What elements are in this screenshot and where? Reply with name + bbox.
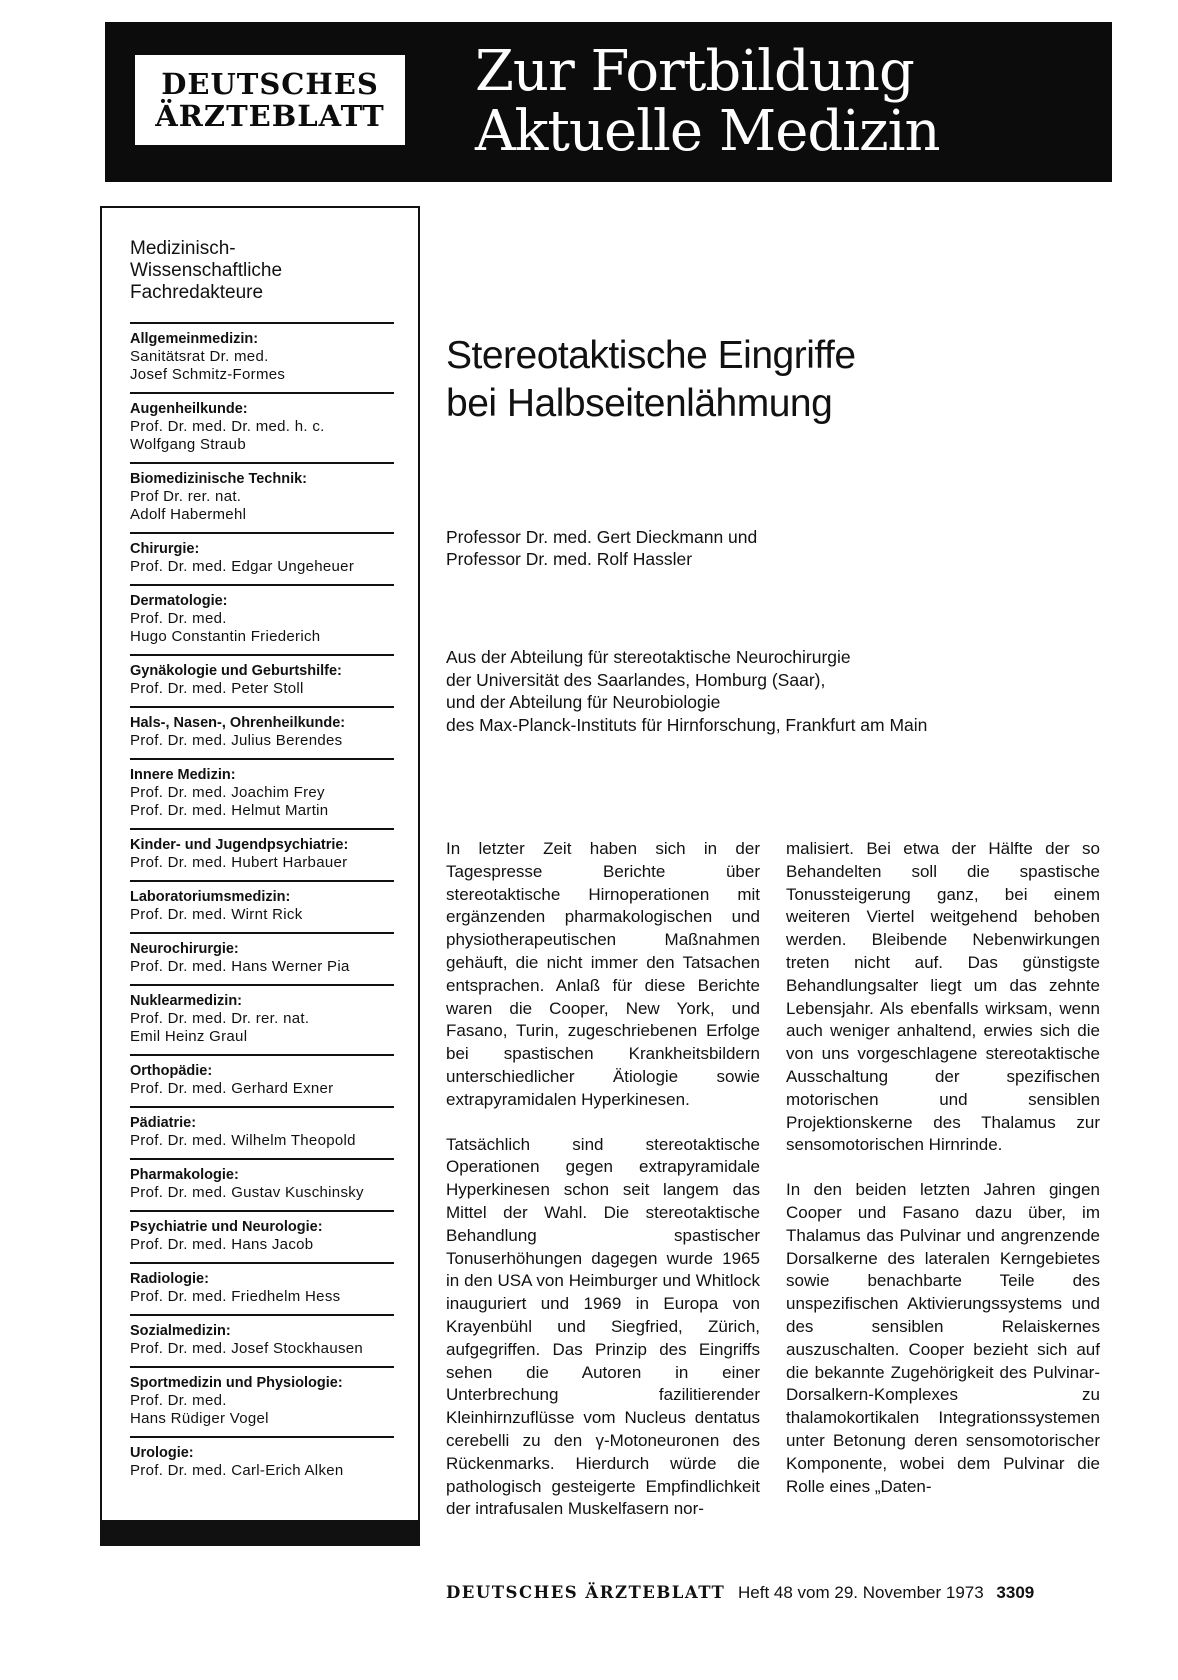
editor-name: Prof. Dr. med. Wirnt Rick bbox=[130, 906, 303, 923]
department-name: Gynäkologie und Geburtshilfe: bbox=[130, 663, 342, 679]
department-name: Laboratoriumsmedizin: bbox=[130, 889, 291, 905]
logo-line-1: DEUTSCHES bbox=[161, 67, 379, 101]
editor-entry bbox=[130, 1054, 394, 1106]
editor-name: Prof. Dr. med. Friedhelm Hess bbox=[130, 1288, 341, 1305]
department-name: Allgemeinmedizin: bbox=[130, 331, 259, 347]
department-name: Innere Medizin: bbox=[130, 767, 236, 783]
editor-name: Prof. Dr. med. bbox=[130, 1392, 227, 1409]
editor-entry bbox=[130, 1158, 394, 1210]
department-name: Psychiatrie und Neurologie: bbox=[130, 1219, 323, 1235]
editor-name: Prof. Dr. med. Hans Werner Pia bbox=[130, 958, 350, 975]
editor-name: Hans Rüdiger Vogel bbox=[130, 1410, 269, 1427]
author-line: Professor Dr. med. Gert Dieckmann und bbox=[446, 527, 758, 547]
editor-entry bbox=[130, 462, 394, 532]
body-column-right bbox=[786, 838, 1100, 1520]
page-footer bbox=[446, 1583, 1034, 1603]
body-paragraph: In letzter Zeit haben sich in der Tagespresse Berichte über stereotaktische Hirnoperationen mit ergänzenden pharmakologischen und physiotherapeutischen Maßnahmen gehäuft, die nicht immer den Tatsachen entsprachen. Anlaß für diese Berichte waren die Cooper, New York, und Fasano, Turin, zugeschriebenen Erfolge bei spastischen Krankheitsbildern unterschiedlicher Ätiologie sowie extrapyramidalen Hyperkinesen. bbox=[446, 839, 760, 1109]
editor-name: Prof. Dr. med. Dr. med. h. c. bbox=[130, 418, 325, 435]
editor-entry bbox=[130, 1436, 394, 1488]
editor-entry bbox=[130, 758, 394, 828]
editors-entries bbox=[130, 322, 394, 1488]
editor-entry bbox=[130, 1262, 394, 1314]
editor-name: Wolfgang Straub bbox=[130, 436, 246, 453]
article-title-line: bei Halbseitenlähmung bbox=[446, 382, 833, 425]
editor-name: Prof. Dr. med. Edgar Ungeheuer bbox=[130, 558, 355, 575]
article-title-line: Stereotaktische Eingriffe bbox=[446, 334, 856, 377]
department-name: Hals-, Nasen-, Ohrenheilkunde: bbox=[130, 715, 346, 731]
affiliation-line: des Max-Planck-Instituts für Hirnforschung, Frankfurt am Main bbox=[446, 714, 928, 735]
editor-entry bbox=[130, 984, 394, 1054]
department-name: Kinder- und Jugendpsychiatrie: bbox=[130, 837, 349, 853]
editors-heading-line: Wissenschaftliche bbox=[130, 260, 283, 281]
editors-heading-line: Fachredakteure bbox=[130, 282, 264, 303]
editors-heading-line: Medizinisch- bbox=[130, 238, 236, 259]
editor-name: Prof. Dr. med. Dr. rer. nat. bbox=[130, 1010, 310, 1027]
editors-sidebar bbox=[100, 206, 420, 1546]
affiliation-line: Aus der Abteilung für stereotaktische Neurochirurgie bbox=[446, 647, 851, 667]
editor-name: Prof. Dr. med. Gerhard Exner bbox=[130, 1080, 334, 1097]
editor-entry bbox=[130, 932, 394, 984]
body-paragraph: In den beiden letzten Jahren gingen Cooper und Fasano dazu über, im Thalamus das Pulvinar und angrenzende Dorsalkerne des lateralen Kerngebietes sowie benachbarte Teile des unspezifischen Aktivierungssystems und des sensiblen Relaiskernes auszuschalten. Cooper bezieht sich auf die bekannte Zugehörigkeit des Pulvinar-Dorsalkern-Komplexes zu thalamokortikalen Integrationssystemen unter Betonung deren sensomotorischer Komponente, wobei dem Pulvinar die Rolle eines „Daten- bbox=[786, 1180, 1100, 1496]
article-title bbox=[446, 332, 856, 428]
affiliation-line: und der Abteilung für Neurobiologie bbox=[446, 692, 721, 712]
affiliation-line: der Universität des Saarlandes, Homburg (Saar), bbox=[446, 669, 826, 690]
page-number: 3309 bbox=[996, 1583, 1035, 1602]
department-name: Nuklearmedizin: bbox=[130, 993, 242, 1009]
editor-name: Prof. Dr. med. Wilhelm Theopold bbox=[130, 1132, 356, 1149]
editor-name: Adolf Habermehl bbox=[130, 506, 247, 523]
editor-entry bbox=[130, 1210, 394, 1262]
section-title-line-2: Aktuelle Medizin bbox=[475, 99, 940, 164]
journal-logo bbox=[135, 55, 405, 145]
editor-name: Emil Heinz Graul bbox=[130, 1028, 248, 1045]
footer-issue: Heft 48 vom 29. November 1973 bbox=[738, 1583, 984, 1602]
editor-name: Prof. Dr. med. Joachim Frey bbox=[130, 784, 325, 801]
department-name: Sozialmedizin: bbox=[130, 1323, 231, 1339]
editor-entry bbox=[130, 654, 394, 706]
editor-name: Prof. Dr. med. bbox=[130, 610, 227, 627]
editor-name: Prof. Dr. med. Carl-Erich Alken bbox=[130, 1462, 344, 1479]
editor-entry bbox=[130, 706, 394, 758]
author-line: Professor Dr. med. Rolf Hassler bbox=[446, 549, 693, 569]
editor-entry bbox=[130, 584, 394, 654]
department-name: Chirurgie: bbox=[130, 541, 200, 557]
article-authors bbox=[446, 526, 757, 570]
editor-name: Prof. Dr. med. Josef Stockhausen bbox=[130, 1340, 364, 1357]
editor-entry bbox=[130, 1314, 394, 1366]
editor-entry bbox=[130, 392, 394, 462]
editor-name: Josef Schmitz-Formes bbox=[130, 366, 286, 383]
sidebar-footer-bar bbox=[102, 1520, 418, 1544]
masthead-banner bbox=[105, 22, 1112, 182]
editor-entry bbox=[130, 1366, 394, 1436]
editor-name: Prof. Dr. med. Peter Stoll bbox=[130, 680, 304, 697]
logo-line-2: ÄRZTEBLATT bbox=[155, 99, 385, 133]
department-name: Pädiatrie: bbox=[130, 1115, 197, 1131]
department-name: Biomedizinische Technik: bbox=[130, 471, 307, 487]
editors-list bbox=[130, 238, 394, 1488]
editors-heading bbox=[130, 238, 394, 304]
department-name: Neurochirurgie: bbox=[130, 941, 239, 957]
editor-entry bbox=[130, 828, 394, 880]
article-affiliation bbox=[446, 646, 927, 736]
department-name: Sportmedizin und Physiologie: bbox=[130, 1375, 343, 1391]
department-name: Radiologie: bbox=[130, 1271, 209, 1287]
body-paragraph: malisiert. Bei etwa der Hälfte der so Behandelten soll die spastische Tonussteigerung ganz, bei einem weiteren Viertel weitgehend behoben werden. Bleibende Nebenwirkungen treten nicht auf. Das günstigste Behandlungsalter liegt um das zehnte Lebensjahr. Als ebenfalls wirksam, wenn auch weniger anhaltend, erwies sich die von uns vorgeschlagene stereotaktische Ausschaltung der spezifischen motorischen und sensiblen Projektionskerne des Thalamus zur sensomotorischen Hirnrinde. bbox=[786, 839, 1100, 1155]
department-name: Pharmakologie: bbox=[130, 1167, 239, 1183]
editor-name: Sanitätsrat Dr. med. bbox=[130, 348, 269, 365]
editor-name: Prof. Dr. med. Julius Berendes bbox=[130, 732, 343, 749]
editor-entry bbox=[130, 880, 394, 932]
editor-name: Prof. Dr. med. Hans Jacob bbox=[130, 1236, 314, 1253]
editor-name: Prof. Dr. med. Gustav Kuschinsky bbox=[130, 1184, 364, 1201]
editor-name: Hugo Constantin Friederich bbox=[130, 628, 321, 645]
editor-entry bbox=[130, 1106, 394, 1158]
editor-name: Prof. Dr. med. Hubert Harbauer bbox=[130, 854, 348, 871]
department-name: Orthopädie: bbox=[130, 1063, 213, 1079]
department-name: Augenheilkunde: bbox=[130, 401, 248, 417]
department-name: Urologie: bbox=[130, 1445, 194, 1461]
footer-journal-name: DEUTSCHES ÄRZTEBLATT bbox=[446, 1583, 726, 1602]
body-column-left bbox=[446, 838, 760, 1543]
section-title bbox=[475, 39, 940, 164]
department-name: Dermatologie: bbox=[130, 593, 228, 609]
section-title-line-1: Zur Fortbildung bbox=[475, 39, 914, 104]
editor-entry bbox=[130, 322, 394, 392]
editor-name: Prof Dr. rer. nat. bbox=[130, 488, 242, 505]
body-paragraph: Tatsächlich sind stereotaktische Operationen gegen extrapyramidale Hyperkinesen schon seit langem das Mittel der Wahl. Die stereotaktische Behandlung spastischer Tonuserhöhungen dagegen wurde 1965 in den USA von Heimburger und Whitlock inauguriert und 1969 in Europa von Krayenbühl und Siegfried, Zürich, aufgegriffen. Das Prinzip des Eingriffs sehen die Autoren in einer Unterbrechung fazilitierender Kleinhirnzuflüsse vom Nucleus dentatus cerebelli zu den γ-Motoneuronen des Rückenmarks. Hierdurch würde die pathologisch gesteigerte Empfindlichkeit der intrafusalen Muskelfasern nor- bbox=[446, 1134, 760, 1519]
editor-name: Prof. Dr. med. Helmut Martin bbox=[130, 802, 329, 819]
editor-entry bbox=[130, 532, 394, 584]
